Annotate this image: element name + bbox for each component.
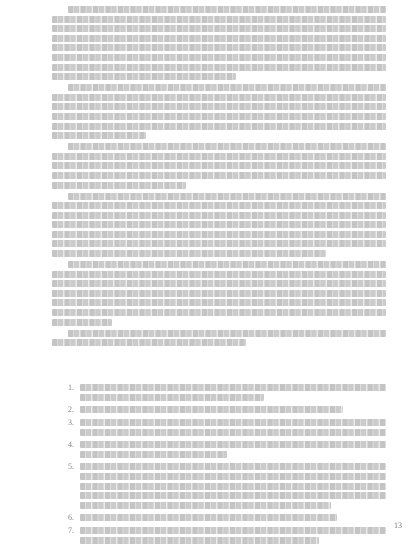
text-line — [52, 339, 246, 346]
text-line — [52, 16, 386, 23]
reference-text — [80, 463, 386, 511]
text-line — [52, 309, 386, 316]
text-line — [52, 319, 112, 326]
text-line — [52, 35, 386, 42]
reference-number: 3. — [68, 418, 74, 427]
text-line — [52, 94, 386, 101]
text-line — [80, 492, 386, 499]
reference-item — [52, 384, 386, 403]
body-paragraph — [52, 6, 386, 80]
text-line — [80, 419, 386, 426]
reference-number: 4. — [68, 440, 74, 450]
text-line — [68, 261, 386, 268]
reference-number: 5. — [68, 462, 74, 472]
text-line — [68, 84, 386, 91]
body-paragraph — [52, 261, 386, 326]
text-line — [52, 212, 386, 219]
text-line — [80, 406, 343, 413]
text-line — [52, 182, 186, 189]
reference-number: 6. — [68, 513, 74, 523]
text-line — [52, 172, 386, 179]
reference-number: 7. — [68, 525, 74, 535]
text-line — [80, 502, 331, 509]
text-line — [68, 143, 386, 150]
text-line — [80, 429, 386, 436]
text-line — [52, 73, 236, 80]
text-line — [52, 271, 386, 278]
reference-text — [80, 527, 386, 546]
page-number: 13 — [394, 521, 402, 530]
text-line — [68, 330, 386, 337]
text-line — [80, 473, 386, 480]
text-line — [80, 527, 386, 534]
body-text — [52, 6, 386, 346]
body-paragraph — [52, 143, 386, 188]
text-line — [52, 153, 386, 160]
text-line — [80, 514, 337, 521]
text-line — [52, 123, 386, 130]
text-line — [80, 451, 227, 458]
text-line — [52, 250, 326, 257]
text-line — [80, 394, 264, 401]
references-heading — [52, 362, 386, 372]
reference-item — [52, 441, 386, 460]
reference-number: 1. — [68, 383, 74, 393]
text-line — [52, 54, 386, 61]
text-line — [80, 384, 386, 391]
reference-text — [80, 441, 386, 460]
text-line — [52, 299, 386, 306]
reference-text — [80, 419, 386, 438]
reference-text — [80, 406, 386, 416]
reference-list — [52, 384, 386, 546]
text-line — [80, 441, 386, 448]
reference-text — [80, 384, 386, 403]
text-line — [52, 280, 386, 287]
text-line — [52, 64, 386, 71]
reference-item — [52, 463, 386, 511]
reference-number: 2. — [68, 405, 74, 415]
body-paragraph — [52, 330, 386, 347]
text-line — [52, 132, 146, 139]
reference-item — [52, 406, 386, 416]
text-line — [68, 6, 386, 13]
text-line — [52, 162, 386, 169]
text-line — [52, 25, 386, 32]
text-line — [68, 193, 386, 200]
text-line — [52, 103, 386, 110]
body-paragraph — [52, 84, 386, 139]
reference-text — [80, 514, 386, 524]
text-line — [80, 537, 319, 544]
text-line — [52, 113, 386, 120]
text-line — [52, 44, 386, 51]
text-line — [80, 463, 386, 470]
text-line — [80, 483, 386, 490]
body-paragraph — [52, 193, 386, 258]
reference-item — [52, 419, 386, 438]
text-line — [52, 202, 386, 209]
reference-item — [52, 527, 386, 546]
text-line — [52, 290, 386, 297]
text-line — [52, 240, 386, 247]
text-line — [52, 221, 386, 228]
reference-item — [52, 514, 386, 524]
text-line — [52, 231, 386, 238]
